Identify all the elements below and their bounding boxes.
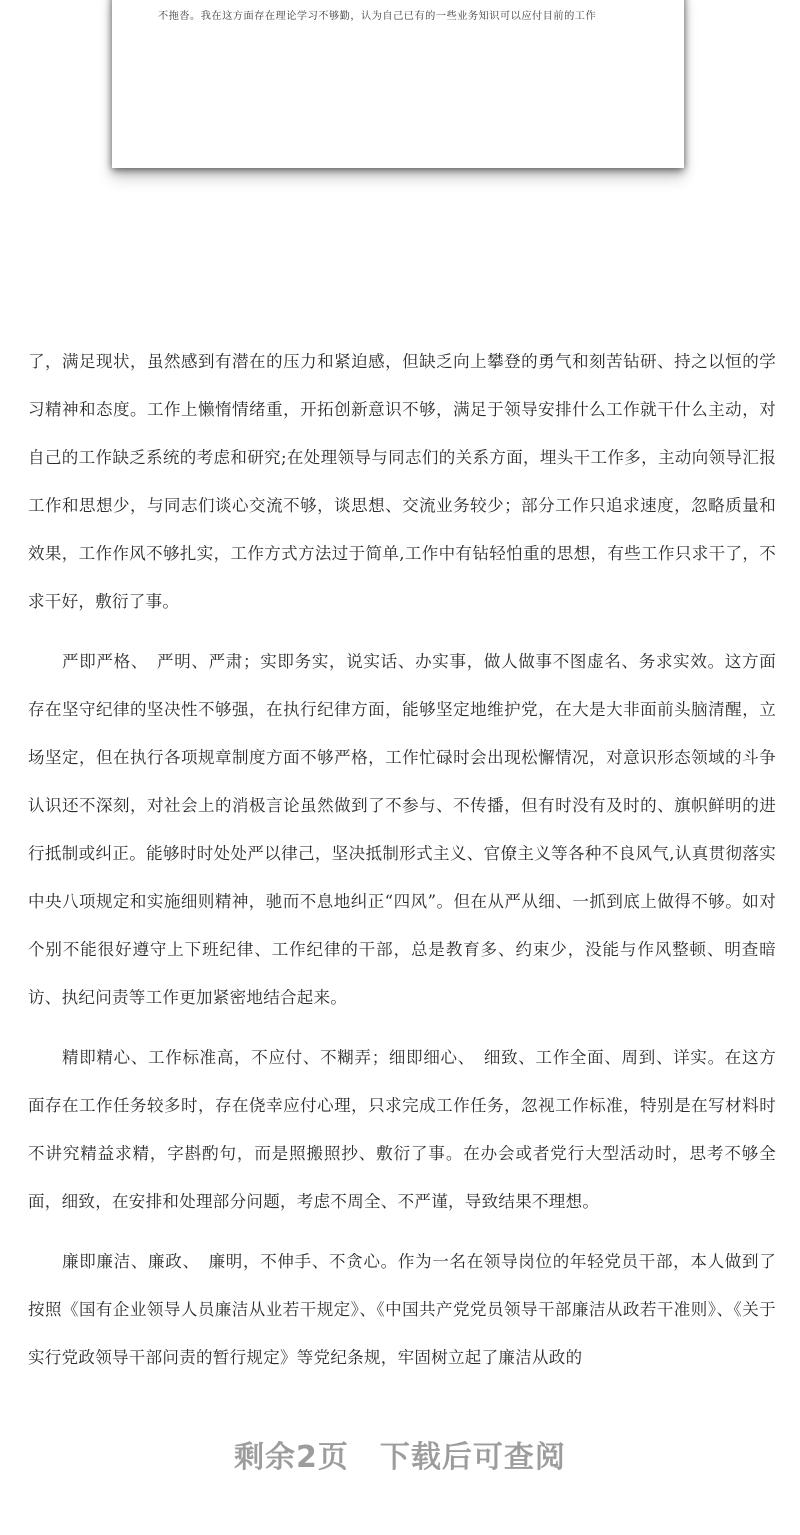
paragraph-3: 精即精心、工作标准高，不应付、不糊弄；细即细心、 细致、工作全面、周到、详实。在这方面存在工作任务较多时，存在侥幸应付心理，只求完成工作任务，忽视工作标准，特别是在写材料时不讲究精益求精，字斟酌句，而是照搬照抄、敷衍了事。在办会或者党行大型活动时，思考不够全面，细致，在安排和处理部分问题，考虑不周全、不严谨，导致结果不理想。 [28, 1048, 776, 1211]
document-body [28, 338, 776, 1382]
preview-text-line: 不拖沓。我在这方面存在理论学习不够勤，认为自己已有的一些业务知识可以应付目前的工作 [158, 11, 597, 22]
clipped-text-line [146, 0, 651, 1]
paragraph-4: 廉即廉洁、廉政、 廉明，不伸手、不贪心。作为一名在领导岗位的年轻党员干部，本人做到了按照《国有企业领导人员廉洁从业若干规定》、《中国共产党党员领导干部廉洁从政若干准则》、《关于实行党政领导干部问责的暂行规定》等党纪条规，牢固树立起了廉洁从政的 [28, 1252, 776, 1367]
paragraph-2: 严即严格、 严明、严肃；实即务实，说实话、办实事，做人做事不图虚名、务求实效。这方面存在坚守纪律的坚决性不够强，在执行纪律方面，能够坚定地维护党，在大是大非面前头脑清醒，立场坚定，但在执行各项规章制度方面不够严格，工作忙碌时会出现松懈情况，对意识形态领域的斗争认识还不深刻，对社会上的消极言论虽然做到了不参与、不传播，但有时没有及时的、旗帜鲜明的进行抵制或纠正。能够时时处处严以律己，坚决抵制形式主义、官僚主义等各种不良风气,认真贯彻落实中央八项规定和实施细则精神，驰而不息地纠正“四风”。但在从严从细、一抓到底上做得不够。如对个别不能很好遵守上下班纪律、工作纪律的干部，总是教育多、约束少，没能与作风整顿、明查暗访、执纪问责等工作更加紧密地结合起来。 [28, 652, 776, 1007]
remaining-pages-banner[interactable]: 剩余2页 下载后可查阅 [234, 1440, 566, 1475]
previous-page-preview [112, 0, 684, 168]
paragraph-1: 了，满足现状，虽然感到有潜在的压力和紧迫感，但缺乏向上攀登的勇气和刻苦钻研、持之以恒的学习精神和态度。工作上懒惰情绪重，开拓创新意识不够，满足于领导安排什么工作就干什么主动，对自己的工作缺乏系统的考虑和研究;在处理领导与同志们的关系方面，埋头干工作多，主动向领导汇报工作和思想少，与同志们谈心交流不够，谈思想、交流业务较少；部分工作只追求速度，忽略质量和效果，工作作风不够扎实，工作方式方法过于简单,工作中有钻轻怕重的思想，有些工作只求干了，不求干好，敷衍了事。 [28, 352, 776, 611]
